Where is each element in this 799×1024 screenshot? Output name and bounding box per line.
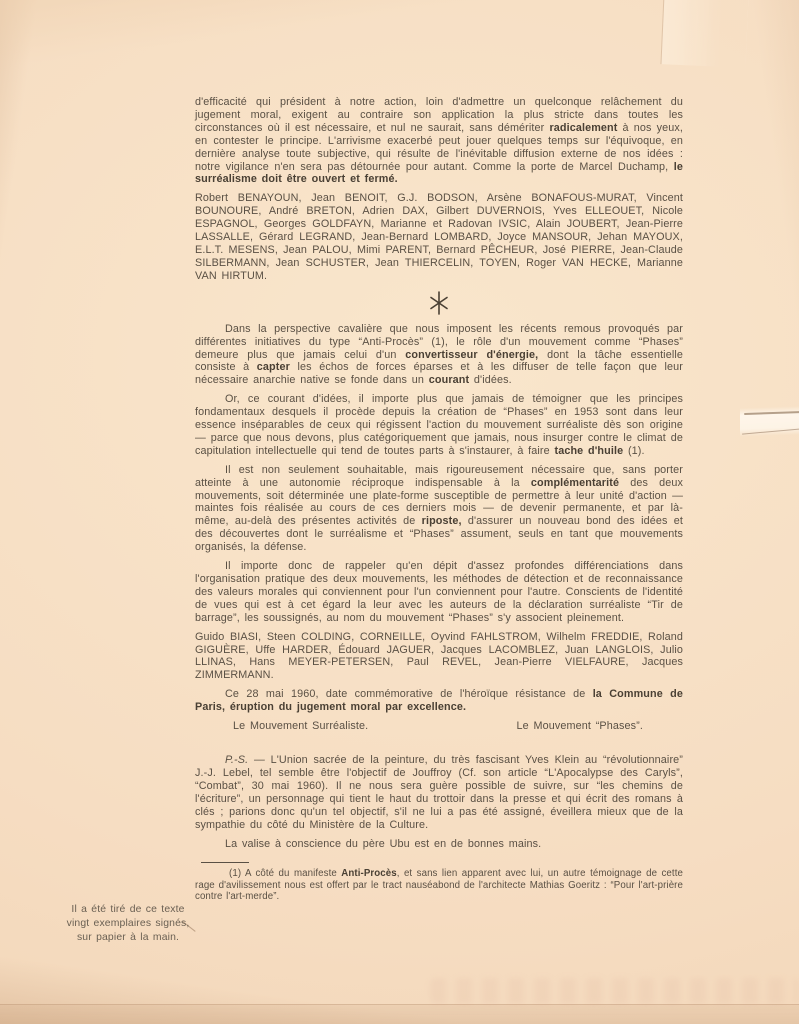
courant-paragraph [195, 393, 683, 458]
bold-text: capter [256, 361, 290, 374]
text-run: des deux mouvements, soit déterminée une plate-forme susceptible de permettre à leur unité d'action — maintes fois réalisée au cours de ces derniers mois — de devenir permanente, et par là-même, au-delà des présentes activités de [195, 476, 683, 528]
bold-text: riposte, [421, 515, 462, 528]
text-run: L'Union sacrée de la peinture, du très fascisant Yves Klein au “révolutionnaire” J.-J. Lebel, tel semble être l'objectif de Jouffroy (Cf. son article “L'Apocalypse des Caryls”, “Combat”, 30 mai 1960). Il ne nous sera guère possible de suivre, sur “les chemins de l'écriture”, un personnage qui tient le haut du trottoir dans la presse et qui écrit des romans à clés ; parions donc qu'un tel objectif, s'il ne lui a pas été assigné, éveillera mieux que de la sympathie du côté du Ministère de la Culture. [195, 754, 684, 831]
text-run: (1). [623, 444, 645, 457]
text-run: d'efficacité qui président à notre action, loin d'admettre un quelconque relâchement du jugement moral, exigent au contraire son application la plus stricte dans toutes les circonstances où il est nécessaire, et nul ne saurait, sans démériter [195, 96, 683, 134]
valise-line [195, 838, 683, 851]
paper-crease-top-right [660, 0, 748, 68]
bold-text: convertisseur d'énergie, [405, 348, 539, 361]
opening-block [195, 96, 683, 283]
note-line: Il a été tiré de ce texte [71, 904, 185, 915]
note-line: sur papier à la main. [76, 932, 180, 943]
limited-edition-note [60, 903, 196, 945]
italic-text: P.-S. — [225, 754, 271, 767]
footnote [195, 868, 683, 902]
bold-text: la Commune de Paris, éruption du jugement moral par excellence. [195, 688, 683, 714]
rappel-paragraph [195, 560, 683, 625]
signature-row [195, 720, 683, 732]
main-block [195, 323, 683, 714]
signature-surrealist-movement: Le Mouvement Surréaliste. [233, 720, 369, 733]
text-run: Guido BIASI, Steen COLDING, CORNEILLE, Oyvind FAHLSTROM, Wilhelm FREDDIE, Roland GIGUÈRE, Uffe HARDER, Édouard JAGUER, Jacques LACOMBLEZ, Juan LANGLOIS, Julio LLINAS, Hans MEYER-PETERSEN, Paul REVEL, Jean-Pierre VIELFAURE, Jacques ZIMMERMANN. [195, 630, 683, 682]
bold-text: Anti-Procès [341, 868, 397, 880]
note-line: vingt exemplaires signés, [66, 918, 190, 929]
text-run: les échos de forces éparses et à les diffuser de telle façon que leur nécessaire anarchie native se fonde dans un [195, 361, 684, 387]
text-run: à nos yeux, en contester le principe. L'arrivisme exacerbé peut jouer quelques temps sur l'équivoque, en dernière analyse toute subjective, qui résulte de l'inévitable diffusion externe de nos idées : notre vigilance n'en sera pas détournée pour autant. Comme la porte de Marcel Duchamp, [195, 121, 683, 173]
crease-line [742, 428, 799, 434]
surrealist-signatories [195, 192, 683, 282]
bold-text: radicalement [549, 121, 618, 134]
footnote-rule [201, 862, 249, 863]
six-pointed-star-icon [428, 291, 450, 315]
phases-signatories [195, 631, 683, 683]
text-run: Il importe donc de rappeler qu'en dépit d'assez profondes différenciations dans l'organisation pratique des deux mouvements, les méthodes de détection et de reconnaissance des valeurs morales qui conviennent pour l'un conviennent pour l'autre. Conscients de l'identité de vues qui est à cet égard la leur avec les auteurs de la déclaration surréaliste “Tir de barrage”, les soussignés, au nom du mouvement “Phases” s'y associent pleinement. [195, 560, 683, 624]
bold-text: courant [428, 374, 470, 387]
text-run: Robert BENAYOUN, Jean BENOIT, G.J. BODSON, Arsène BONAFOUS-MURAT, Vincent BOUNOURE, André BRETON, Adrien DAX, Gilbert DUVERNOIS, Yves ELLEOUET, Nicole ESPAGNOL, Georges GOLDFAYN, Marianne et Radovan IVSIC, Alain JOUBERT, Jean-Pierre LASSALLE, Gérard LEGRAND, Jean-Bernard LOMBARD, Joyce MANSOUR, Jehan MAYOUX, E.L.T. MESENS, Jean PALOU, Mimi PARENT, Bernard PÊCHEUR, José PIERRE, Jean-Claude SILBERMANN, Jean SCHUSTER, Jean THIERCELIN, TOYEN, Roger VAN HECKE, Marianne VAN HIRTUM. [195, 192, 683, 282]
text-run: La valise à conscience du père Ubu est en de bonnes mains. [225, 837, 542, 850]
bold-text: complémentarité [530, 476, 620, 489]
ink-showthrough [430, 978, 799, 1004]
paper-crease-right-middle [740, 403, 799, 443]
text-run: dont la tâche essentielle consiste à [195, 348, 683, 374]
bold-text: le surréalisme doit être ouvert et fermé. [195, 160, 683, 186]
text-run: Il est non seulement souhaitable, mais rigoureusement nécessaire que, sans porter atteinte à une autonomie réciproque indispensable à la [195, 463, 683, 489]
text-run: d'idées. [469, 374, 512, 387]
postscript-block [195, 754, 683, 850]
text-run: , et sans lien apparent avec lui, un autre témoignage de cette rage d'avilissement nous est offert par le tract nauséabond de l'architecte Mathias Goeritz : “Pour l'art-prière contre l'art-merde”. [195, 868, 683, 903]
perspective-paragraph [195, 323, 683, 388]
separator-star [195, 291, 683, 315]
opening-paragraph [195, 96, 683, 186]
post-scriptum [195, 754, 683, 831]
signature-phases-movement: Le Mouvement “Phases”. [516, 720, 643, 733]
complementarite-paragraph [195, 464, 683, 554]
paper-fold-bottom [0, 1004, 799, 1024]
text-run: Dans la perspective cavalière que nous imposent les récents remous provoqués par différentes initiatives du type “Anti-Procès” (1), le rôle d'un mouvement comme “Phases” demeure plus que jamais celui d'un [195, 322, 683, 361]
text-run: Ce 28 mai 1960, date commémorative de l'héroïque résistance de [225, 688, 593, 701]
document-body [195, 96, 683, 903]
crease-line [744, 411, 799, 415]
text-run: (1) A côté du manifeste [229, 868, 342, 880]
date-paragraph [195, 688, 683, 714]
bold-text: tache d'huile [554, 444, 624, 457]
text-run: Or, ce courant d'idées, il importe plus que jamais de témoigner que les principes fondamentaux desquels il procède depuis la création de “Phases” en 1953 sont dans leur essence inséparables de ceux qui régissent l'action du mouvement surréaliste dès son origine — parce que nous devons, plus catégoriquement que jamais, nous insurger contre le climat de capitulation intellectuelle qui tend de toutes parts à s'instaurer, à faire [195, 393, 683, 457]
text-run: d'assurer un nouveau bond des idées et des découvertes dont le surréalisme et “Phases” assument, seuls en tant que mouvements organisés, la défense. [195, 515, 684, 554]
